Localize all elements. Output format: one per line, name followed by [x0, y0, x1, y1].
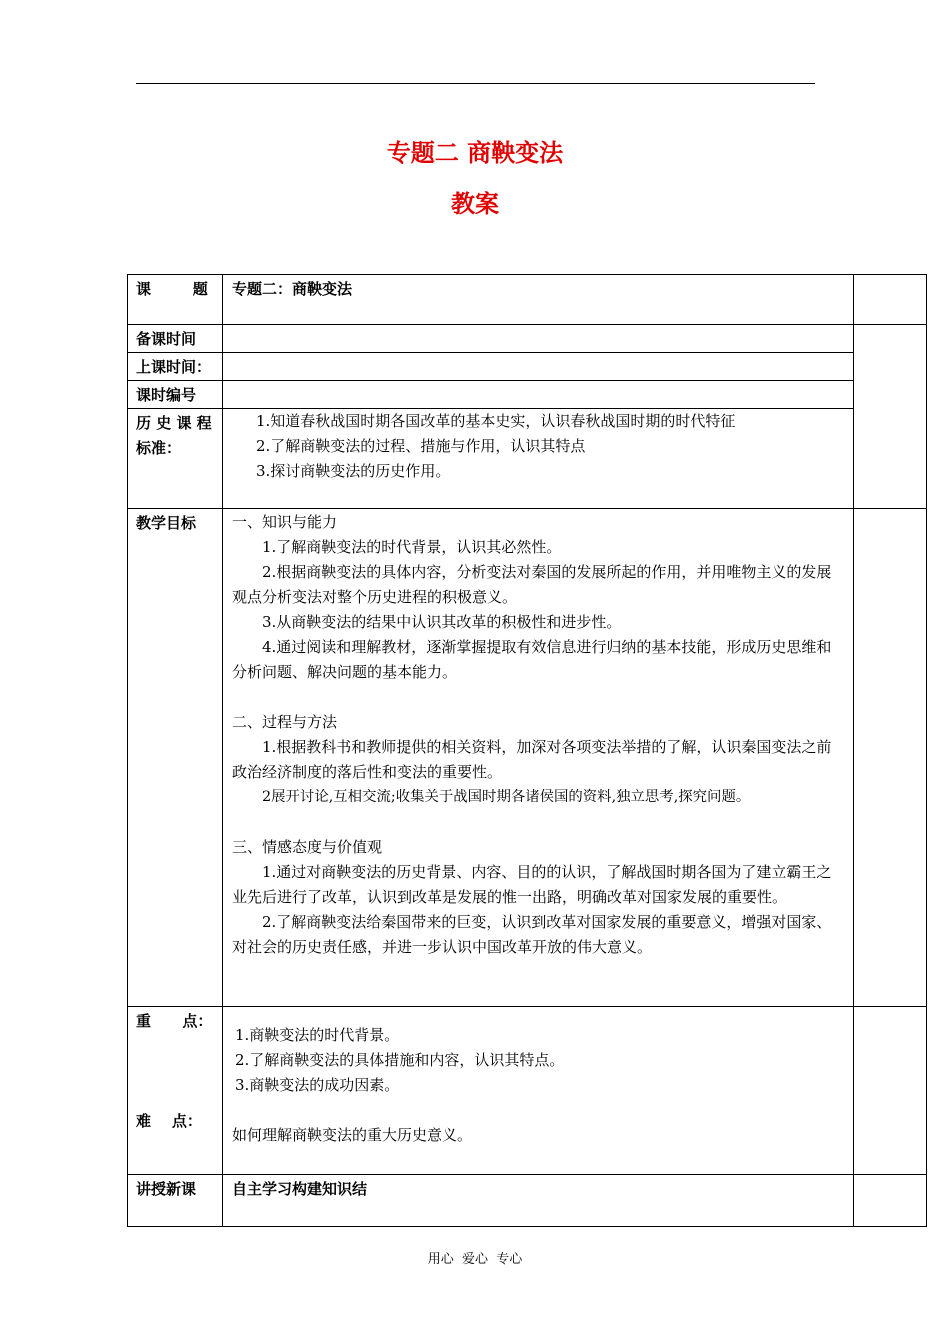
prep-time-value	[223, 325, 854, 353]
difficult-points-label: 难 点：	[136, 1112, 202, 1130]
goal-item: 2.根据商鞅变法的具体内容，分析变法对秦国的发展所起的作用，并用唯物主义的发展观点分析变法对整个历史进程的积极意义。	[232, 563, 832, 606]
goal-item: 1.通过对商鞅变法的历史背景、内容、目的的认识，了解战国时期各国为了建立霸王之业先后进行了改革，认识到改革是发展的惟一出路，明确改革对国家发展的重要性。	[232, 863, 832, 906]
class-time-label: 上课时间：	[128, 353, 223, 381]
goal-item: 1.了解商鞅变法的时代背景，认识其必然性。	[262, 538, 562, 556]
key-difficult-points	[223, 1007, 854, 1175]
curriculum-standards	[223, 409, 854, 509]
standard-item: 1.知道春秋战国时期各国改革的基本史实，认识春秋战国时期的时代特征	[256, 412, 736, 430]
key-extra-cell	[854, 1007, 927, 1175]
goal-item: 2展开讨论,互相交流;收集关于战国时期各诸侯国的资料,独立思考,探究问题。	[262, 789, 751, 805]
table-row	[128, 353, 927, 381]
table-row	[128, 509, 927, 1007]
table-row	[128, 1175, 927, 1227]
topic-value: 专题二：商鞅变法	[223, 275, 854, 325]
teaching-goals	[223, 509, 854, 1007]
lesson-plan-table	[127, 274, 927, 1227]
goal-item: 1.根据教科书和教师提供的相关资料，加深对各项变法举措的了解，认识秦国变法之前政治经济制度的落后性和变法的重要性。	[232, 738, 832, 781]
class-time-value	[223, 353, 854, 381]
document-subtitle: 教案	[451, 190, 499, 218]
table-row	[128, 1007, 927, 1175]
page-footer: 用心 爱心 专心	[427, 1252, 523, 1267]
goal-item: 4.通过阅读和理解教材，逐渐掌握提取有效信息进行归纳的基本技能，形成历史思维和分析问题、解决问题的基本能力。	[232, 638, 832, 681]
new-lesson-value: 自主学习构建知识结	[223, 1175, 854, 1227]
header-rule	[136, 83, 815, 84]
table-row	[128, 275, 927, 325]
topic-label: 课 题	[128, 275, 223, 325]
new-lesson-extra-cell	[854, 1175, 927, 1227]
key-point-item: 1.商鞅变法的时代背景。	[235, 1026, 400, 1044]
difficult-point-item: 如何理解商鞅变法的重大历史意义。	[232, 1126, 473, 1144]
key-difficult-labels	[128, 1007, 223, 1175]
goal-section-title: 三、情感态度与价值观	[232, 838, 383, 856]
teaching-goals-label: 教学目标	[128, 509, 223, 1007]
goal-section-title: 二、过程与方法	[232, 713, 338, 731]
topic-extra-cell	[854, 275, 927, 325]
table-row	[128, 325, 927, 353]
goal-item: 2.了解商鞅变法给秦国带来的巨变，认识到改革对国家发展的重要意义，增强对国家、对社会的历史责任感，并进一步认识中国改革开放的伟大意义。	[232, 913, 832, 956]
goals-extra-cell	[854, 509, 927, 1007]
goal-item: 3.从商鞅变法的结果中认识其改革的积极性和进步性。	[262, 613, 622, 631]
new-lesson-label: 讲授新课	[128, 1175, 223, 1227]
lesson-number-label: 课时编号	[128, 381, 223, 409]
table-row	[128, 381, 927, 409]
side-cell	[854, 325, 927, 509]
table-row	[128, 409, 927, 509]
goal-section-title: 一、知识与能力	[232, 513, 338, 531]
key-points-label: 重 点：	[136, 1012, 213, 1030]
curriculum-standard-label: 历 史 课 程 标准：	[128, 409, 223, 509]
standard-item: 2.了解商鞅变法的过程、措施与作用，认识其特点	[256, 437, 586, 455]
prep-time-label: 备课时间	[128, 325, 223, 353]
key-point-item: 2.了解商鞅变法的具体措施和内容，认识其特点。	[235, 1051, 565, 1069]
key-point-item: 3.商鞅变法的成功因素。	[235, 1076, 400, 1094]
standard-item: 3.探讨商鞅变法的历史作用。	[256, 462, 451, 480]
document-title: 专题二 商鞅变法	[386, 139, 564, 167]
lesson-number-value	[223, 381, 854, 409]
